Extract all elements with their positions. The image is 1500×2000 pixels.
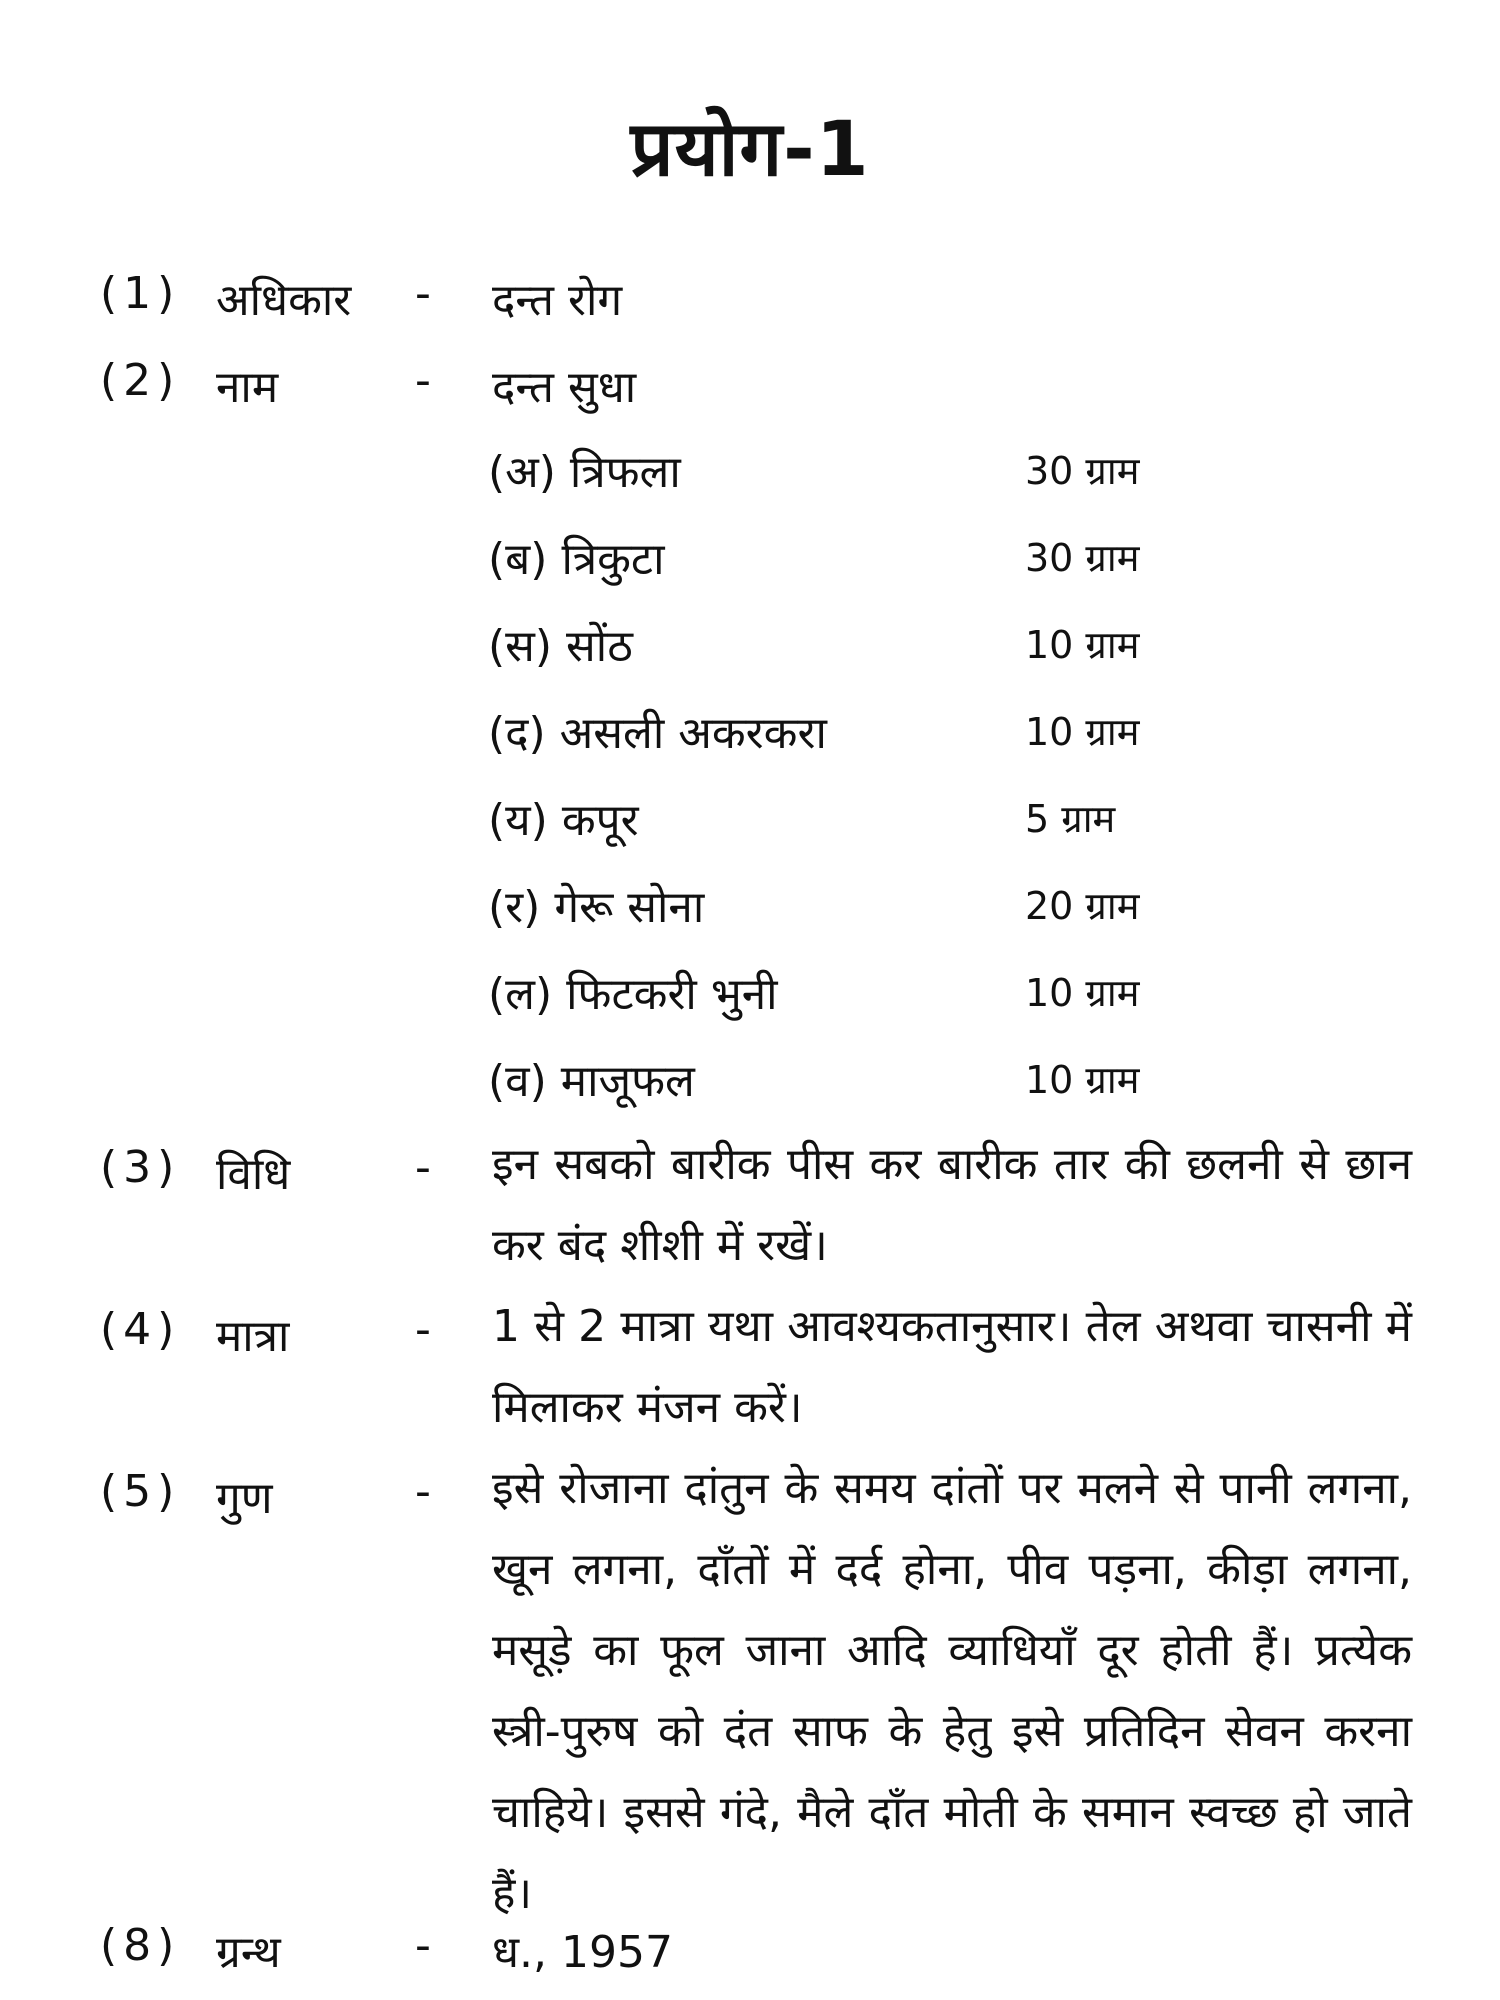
ingredient-name: (द) असली अकरकरा xyxy=(488,708,827,759)
section-text-gun: इसे रोजाना दांतुन के समय दांतों पर मलने से पानी लगना, खून लगना, दाँतों में दर्द होना, पीव पड़ना, कीड़ा लगना, मसूड़े का फूल जाना आदि व्याधियाँ दूर होती हैं। प्रत्येक स्त्री-पुरुष को दंत साफ के हेतु इसे प्रतिदिन सेवन करना चाहिये। इससे गंदे, मैले दाँत मोती के समान स्वच्छ हो जाते हैं। xyxy=(492,1463,1412,1919)
section-number-gun: (5) xyxy=(100,1466,181,1517)
ingredient-name: (व) माजूफल xyxy=(488,1056,695,1107)
section-number-vidhi: (3) xyxy=(100,1142,181,1193)
section-number-granth: (8) xyxy=(100,1920,181,1971)
section-dash-naam: - xyxy=(415,355,431,406)
ingredient-name: (स) सोंठ xyxy=(488,621,633,672)
page-title: प्रयोग-1 xyxy=(630,104,870,193)
ingredient-name: (य) कपूर xyxy=(488,795,639,846)
section-dash-matra: - xyxy=(415,1304,431,1355)
ingredient-quantity: 10 ग्राम xyxy=(1025,710,1140,754)
section-dash-vidhi: - xyxy=(415,1142,431,1193)
section-dash-granth: - xyxy=(415,1920,431,1971)
section-label-gun: गुण xyxy=(216,1473,273,1524)
section-label-granth: ग्रन्थ xyxy=(216,1927,281,1978)
section-text-matra: 1 से 2 मात्रा यथा आवश्यकतानुसार। तेल अथवा चासनी में मिलाकर मंजन करें। xyxy=(492,1301,1412,1433)
ingredient-name: (ल) फिटकरी भुनी xyxy=(488,969,778,1020)
section-number-matra: (4) xyxy=(100,1304,181,1355)
ingredient-quantity: 10 ग्राम xyxy=(1025,623,1140,667)
section-number-naam: (2) xyxy=(100,355,181,406)
section-label-matra: मात्रा xyxy=(216,1311,290,1362)
ingredient-name: (अ) त्रिफला xyxy=(488,447,681,498)
ingredient-quantity: 30 ग्राम xyxy=(1025,449,1140,493)
section-value-adhikar: दन्त रोग xyxy=(492,275,623,326)
ingredient-quantity: 20 ग्राम xyxy=(1025,884,1140,928)
section-value-granth: ध., 1957 xyxy=(492,1927,673,1978)
section-label-naam: नाम xyxy=(216,362,279,413)
section-value-naam: दन्त सुधा xyxy=(492,362,637,413)
ingredient-name: (ब) त्रिकुटा xyxy=(488,534,665,585)
ingredient-quantity: 5 ग्राम xyxy=(1025,797,1116,841)
section-label-adhikar: अधिकार xyxy=(216,275,352,326)
section-dash-gun: - xyxy=(415,1466,431,1517)
section-label-vidhi: विधि xyxy=(216,1149,291,1200)
ingredient-quantity: 10 ग्राम xyxy=(1025,971,1140,1015)
ingredient-quantity: 10 ग्राम xyxy=(1025,1058,1140,1102)
section-text-vidhi: इन सबको बारीक पीस कर बारीक तार की छलनी से छान कर बंद शीशी में रखें। xyxy=(492,1139,1412,1271)
ingredient-name: (र) गेरू सोना xyxy=(488,882,705,933)
ingredient-quantity: 30 ग्राम xyxy=(1025,536,1140,580)
section-dash-adhikar: - xyxy=(415,268,431,319)
section-number-adhikar: (1) xyxy=(100,268,181,319)
